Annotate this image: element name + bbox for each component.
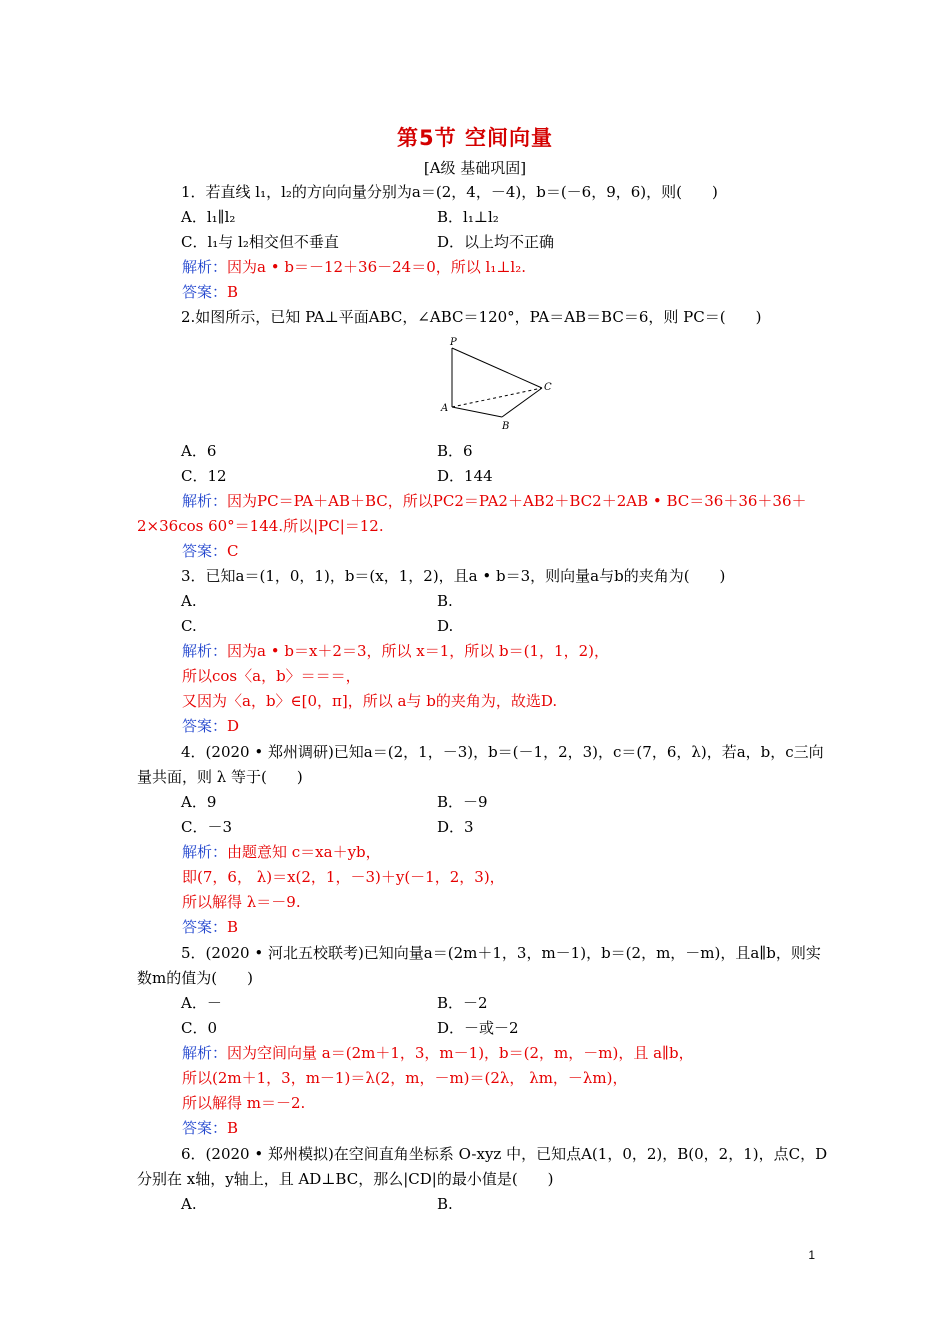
q4-stem-line1: 4．(2020 • 郑州调研)已知a＝(2，1，－3)，b＝(－1，2，3)，c＝(7，6，λ)，若a，b，c三向: [181, 743, 824, 761]
q1-option-d: D．以上均不正确: [437, 233, 555, 251]
solution-text: 由题意知 c＝xa＋yb，: [227, 843, 381, 861]
q1-option-c: C．l₁与 l₂相交但不垂直: [181, 233, 339, 251]
solution-text: 因为PC＝PA＋AB＋BC，所以PC2＝PA2＋AB2＋BC2＋2AB • BC＝36＋36＋36＋: [227, 492, 807, 510]
label-p: P: [450, 337, 457, 348]
q5-option-b: B．－2: [437, 994, 488, 1012]
q5-option-d: D．－或－2: [437, 1019, 519, 1037]
q2-answer: [182, 541, 239, 561]
answer-value: C: [227, 542, 239, 560]
q4-option-c: C．－3: [181, 818, 233, 836]
q5-option-a: A．－: [181, 994, 222, 1012]
q1-option-a: A．l₁∥l₂: [181, 208, 236, 226]
q5-solution-line1: [182, 1043, 694, 1063]
page-number: 1: [808, 1248, 815, 1262]
q4-option-b: B．－9: [437, 793, 488, 811]
q5-stem-line1: 5．(2020 • 河北五校联考)已知向量a＝(2m＋1，3，m－1)，b＝(2，m，－m)，且a∥b，则实: [181, 944, 821, 962]
q5-solution-line2: 所以(2m＋1，3，m－1)＝λ(2，m，－m)＝(2λ， λm，－λm)，: [182, 1069, 628, 1087]
q2-option-c: C．12: [181, 467, 227, 485]
q5-option-c: C．0: [181, 1019, 218, 1037]
q1-solution: [182, 257, 526, 277]
q2-solution-line2: 2×36cos 60°＝144.所以|PC|＝12.: [137, 517, 384, 535]
q4-stem-line2: 量共面，则 λ 等于( ): [137, 768, 303, 786]
solution-label: 解析：: [182, 1044, 228, 1062]
solution-label: 解析：: [182, 258, 228, 276]
q5-answer: [182, 1118, 238, 1138]
q5-stem-line2: 数m的值为( ): [137, 969, 253, 987]
q3-stem: 3．已知a＝(1，0，1)，b＝(x，1，2)，且a • b＝3，则向量a与b的夹角为( ): [181, 567, 726, 585]
section-title: 第5节 空间向量: [397, 126, 553, 150]
level-heading: [A级 基础巩固]: [423, 159, 527, 177]
q3-option-d: D.: [437, 617, 454, 635]
q4-solution-line1: [182, 842, 381, 862]
q6-stem-line1: 6．(2020 • 郑州模拟)在空间直角坐标系 O-xyz 中，已知点A(1，0，2)，B(0，2，1)，点C，D: [181, 1145, 828, 1163]
q2-option-a: A．6: [181, 442, 217, 460]
q3-option-b: B.: [437, 592, 453, 610]
solution-text: 因为a • b＝－12＋36－24＝0，所以 l₁⊥l₂.: [227, 258, 527, 276]
q4-solution-line3: 所以解得 λ＝－9.: [182, 893, 301, 911]
pyramid-figure: [434, 334, 564, 434]
q2-stem: 2.如图所示，已知 PA⊥平面ABC，∠ABC＝120°，PA＝AB＝BC＝6，则 PC＝( ): [181, 308, 762, 326]
q6-stem-line2: 分别在 x轴，y轴上，且 AD⊥BC，那么|CD|的最小值是( ): [137, 1170, 554, 1188]
solution-text: 因为空间向量 a＝(2m＋1，3，m－1)，b＝(2，m，－m)，且 a∥b，: [227, 1044, 694, 1062]
answer-label: 答案：: [182, 542, 228, 560]
label-b: B: [502, 421, 510, 432]
q4-option-d: D．3: [437, 818, 474, 836]
edge-ab: [452, 407, 502, 417]
q2-option-b: B．6: [437, 442, 473, 460]
q4-solution-line2: 即(7，6， λ)＝x(2，1，－3)＋y(－1，2，3)，: [182, 868, 505, 886]
q2-option-d: D．144: [437, 467, 493, 485]
q4-answer: [182, 917, 238, 937]
q1-option-b: B．l₁⊥l₂: [437, 208, 499, 226]
q6-option-a: A.: [181, 1195, 197, 1213]
answer-value: B: [227, 918, 239, 936]
answer-label: 答案：: [182, 283, 228, 301]
q3-option-a: A.: [181, 592, 197, 610]
solution-label: 解析：: [182, 492, 228, 510]
solution-text: 因为a • b＝x＋2＝3，所以 x＝1，所以 b＝(1，1，2)，: [227, 642, 609, 660]
q6-option-b: B.: [437, 1195, 453, 1213]
answer-label: 答案：: [182, 1119, 228, 1137]
label-c: C: [544, 382, 552, 393]
answer-value: B: [227, 283, 239, 301]
q3-answer: [182, 716, 239, 736]
answer-value: D: [227, 717, 240, 735]
q4-option-a: A．9: [181, 793, 217, 811]
solution-label: 解析：: [182, 843, 228, 861]
q2-solution-line1: [182, 491, 807, 511]
q3-solution-line3: 又因为〈a，b〉∈[0，π]，所以 a与 b的夹角为，故选D.: [182, 692, 558, 710]
label-a: A: [441, 403, 449, 414]
answer-value: B: [227, 1119, 239, 1137]
q3-solution-line1: [182, 641, 609, 661]
solution-label: 解析：: [182, 642, 228, 660]
answer-label: 答案：: [182, 918, 228, 936]
edge-bc: [502, 388, 542, 417]
q3-option-c: C.: [181, 617, 197, 635]
q3-solution-line2: 所以cos〈a，b〉＝＝＝，: [182, 667, 361, 685]
edge-pc: [452, 348, 542, 388]
q1-answer: [182, 282, 238, 302]
q1-stem: 1．若直线 l₁，l₂的方向向量分别为a＝(2，4，－4)，b＝(－6，9，6)，则( ): [181, 183, 718, 201]
q5-solution-line3: 所以解得 m＝－2.: [182, 1094, 306, 1112]
answer-label: 答案：: [182, 717, 228, 735]
